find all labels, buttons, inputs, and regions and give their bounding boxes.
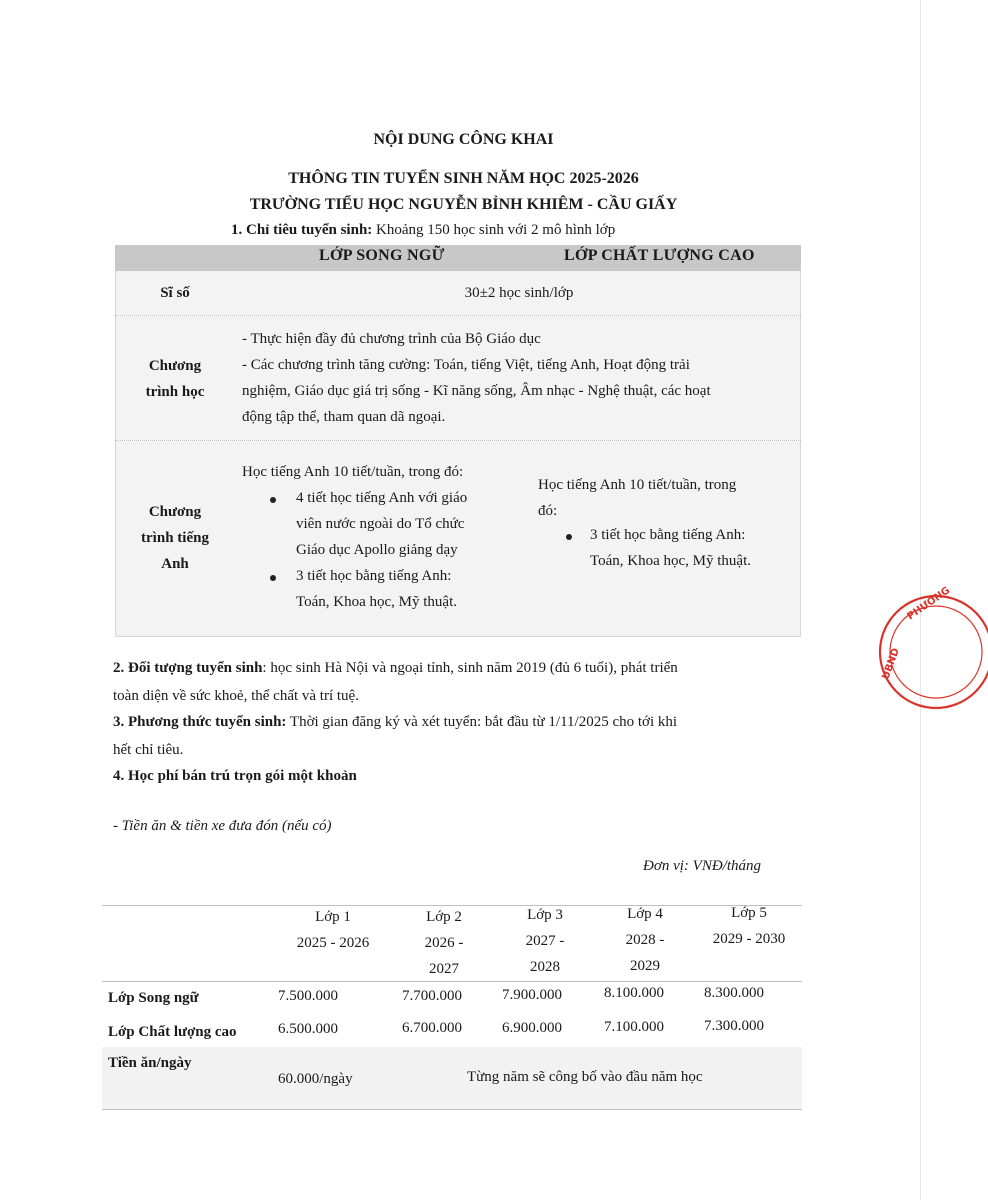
document-title: NỘI DUNG CÔNG KHAI bbox=[373, 131, 554, 148]
stamp-text: PHƯỜNG bbox=[905, 585, 953, 623]
chuong-trinh-hoc-label-l2: trình học bbox=[145, 384, 205, 400]
section-3-label: 3. Phương thức tuyển sinh: bbox=[113, 714, 287, 730]
school-name: TRƯỜNG TIỂU HỌC NGUYỄN BỈNH KHIÊM - CẦU GIẤY bbox=[249, 196, 678, 213]
bullet-line: 4 tiết học tiếng Anh với giáo bbox=[296, 490, 468, 506]
section-1 bbox=[231, 222, 615, 239]
class-year: 2027 bbox=[429, 961, 459, 977]
fee-row-label: Lớp Song ngữ bbox=[108, 990, 199, 1006]
section-4-label: 4. Học phí bán trú trọn gói một khoản bbox=[113, 768, 357, 784]
fee-table-header-rule bbox=[102, 981, 802, 982]
stamp-inner-ring bbox=[890, 606, 982, 698]
section-1-label: 1. Chỉ tiêu tuyển sinh: bbox=[231, 222, 373, 238]
fee-col-lop5 bbox=[694, 900, 804, 952]
song-ngu-bullet-1 bbox=[296, 485, 467, 563]
bullet-icon bbox=[566, 534, 572, 540]
fee-note: - Tiền ăn & tiền xe đưa đón (nếu có) bbox=[113, 818, 332, 834]
song-ngu-bullet-2 bbox=[296, 563, 457, 615]
section-4 bbox=[113, 762, 803, 790]
chuong-trinh-line: - Các chương trình tăng cường: Toán, tiếng Việt, tiếng Anh, Hoạt động trải bbox=[242, 357, 690, 373]
chuong-trinh-line: động tập thể, tham quan dã ngoại. bbox=[242, 409, 446, 425]
row-chuong-trinh-hoc bbox=[115, 316, 801, 440]
bullet-line: 3 tiết học bằng tiếng Anh: bbox=[590, 527, 746, 543]
section-3-text-cont: hết chỉ tiêu. bbox=[113, 742, 184, 758]
clc-intro bbox=[538, 472, 736, 524]
bullet-icon bbox=[270, 575, 276, 581]
tieng-anh-label-l1: Chương bbox=[148, 504, 202, 520]
bullet-line: Toán, Khoa học, Mỹ thuật. bbox=[296, 594, 458, 610]
fee-table-bottom-rule bbox=[102, 1109, 802, 1110]
fee-row-label: Lớp Chất lượng cao bbox=[108, 1024, 237, 1040]
clc-intro-l1: Học tiếng Anh 10 tiết/tuần, trong bbox=[538, 477, 737, 493]
fee-value: 7.100.000 bbox=[604, 1019, 664, 1035]
tieng-anh-label bbox=[116, 499, 234, 577]
fee-value: 8.300.000 bbox=[704, 985, 764, 1001]
meal-value: 60.000/ngày bbox=[278, 1071, 353, 1087]
section-3 bbox=[113, 708, 803, 764]
class-year: 2029 bbox=[630, 958, 660, 974]
bullet-line: viên nước ngoài do Tổ chức bbox=[296, 516, 465, 532]
clc-bullet-1 bbox=[590, 522, 751, 574]
document-subtitle: THÔNG TIN TUYỂN SINH NĂM HỌC 2025-2026 bbox=[288, 170, 639, 187]
unit-label: Đơn vị: VNĐ/tháng bbox=[643, 858, 761, 874]
section-2 bbox=[113, 654, 803, 710]
meal-note: Từng năm sẽ công bố vào đầu năm học bbox=[467, 1069, 703, 1085]
class-year: 2028 - bbox=[625, 932, 665, 948]
col-song-ngu: LỚP SONG NGỮ bbox=[319, 247, 445, 264]
fee-col-lop3 bbox=[495, 902, 595, 980]
fee-value: 7.900.000 bbox=[502, 987, 562, 1003]
chuong-trinh-hoc-label-l1: Chương bbox=[148, 358, 202, 374]
chuong-trinh-line: nghiệm, Giáo dục giá trị sống - Kĩ năng sống, Âm nhạc - Nghệ thuật, các hoạt bbox=[242, 383, 711, 399]
section-2-label: 2. Đối tượng tuyển sinh bbox=[113, 660, 263, 676]
col-chat-luong-cao: LỚP CHẤT LƯỢNG CAO bbox=[564, 247, 755, 264]
class-name: Lớp 1 bbox=[315, 909, 351, 925]
siso-value: 30±2 học sinh/lớp bbox=[464, 285, 574, 301]
siso-label: Sĩ số bbox=[160, 285, 190, 301]
class-year: 2026 - bbox=[424, 935, 464, 951]
tieng-anh-label-l2: trình tiếng bbox=[141, 530, 209, 546]
bullet-icon bbox=[270, 497, 276, 503]
class-year: 2028 bbox=[530, 959, 560, 975]
clc-intro-l2: đó: bbox=[538, 503, 558, 519]
stamp-text-2: UBND bbox=[880, 646, 902, 682]
song-ngu-intro: Học tiếng Anh 10 tiết/tuần, trong đó: bbox=[242, 464, 464, 480]
fee-col-lop1 bbox=[283, 904, 383, 956]
class-name: Lớp 5 bbox=[731, 905, 767, 921]
fee-value: 7.700.000 bbox=[402, 988, 462, 1004]
section-3-text: Thời gian đăng ký và xét tuyển: bắt đầu từ 1/11/2025 cho tới khi bbox=[286, 714, 678, 730]
class-year: 2025 - 2026 bbox=[296, 935, 370, 951]
class-year: 2029 - 2030 bbox=[712, 931, 786, 947]
class-name: Lớp 3 bbox=[527, 907, 563, 923]
program-table-header bbox=[115, 245, 801, 271]
class-year: 2027 - bbox=[525, 933, 565, 949]
section-2-text: : học sinh Hà Nội và ngoại tỉnh, sinh năm 2019 (đủ 6 tuổi), phát triển bbox=[262, 660, 678, 676]
section-1-text: Khoảng 150 học sinh với 2 mô hình lớp bbox=[372, 222, 616, 238]
fee-value: 8.100.000 bbox=[604, 985, 664, 1001]
chuong-trinh-line: - Thực hiện đầy đủ chương trình của Bộ Giáo dục bbox=[242, 331, 541, 347]
row-siso bbox=[115, 271, 801, 315]
fee-value: 7.300.000 bbox=[704, 1018, 764, 1034]
tieng-anh-label-l3: Anh bbox=[161, 556, 189, 572]
fee-value: 6.500.000 bbox=[278, 1021, 338, 1037]
section-2-text-cont: toàn diện về sức khoẻ, thể chất và trí tuệ. bbox=[113, 688, 359, 704]
fee-col-lop2 bbox=[394, 904, 494, 982]
chuong-trinh-hoc-label bbox=[116, 353, 234, 405]
program-table bbox=[115, 245, 801, 636]
chuong-trinh-hoc-content bbox=[242, 326, 802, 430]
class-name: Lớp 2 bbox=[426, 909, 462, 925]
fee-col-lop4 bbox=[595, 901, 695, 979]
meal-label: Tiền ăn/ngày bbox=[108, 1055, 192, 1071]
official-stamp bbox=[878, 585, 988, 720]
fee-value: 6.900.000 bbox=[502, 1020, 562, 1036]
class-name: Lớp 4 bbox=[627, 906, 663, 922]
bullet-line: 3 tiết học bằng tiếng Anh: bbox=[296, 568, 452, 584]
bullet-line: Toán, Khoa học, Mỹ thuật. bbox=[590, 553, 752, 569]
fee-value: 7.500.000 bbox=[278, 988, 338, 1004]
bullet-line: Giáo dục Apollo giảng dạy bbox=[296, 542, 458, 558]
row-tieng-anh bbox=[115, 441, 801, 637]
fee-value: 6.700.000 bbox=[402, 1020, 462, 1036]
